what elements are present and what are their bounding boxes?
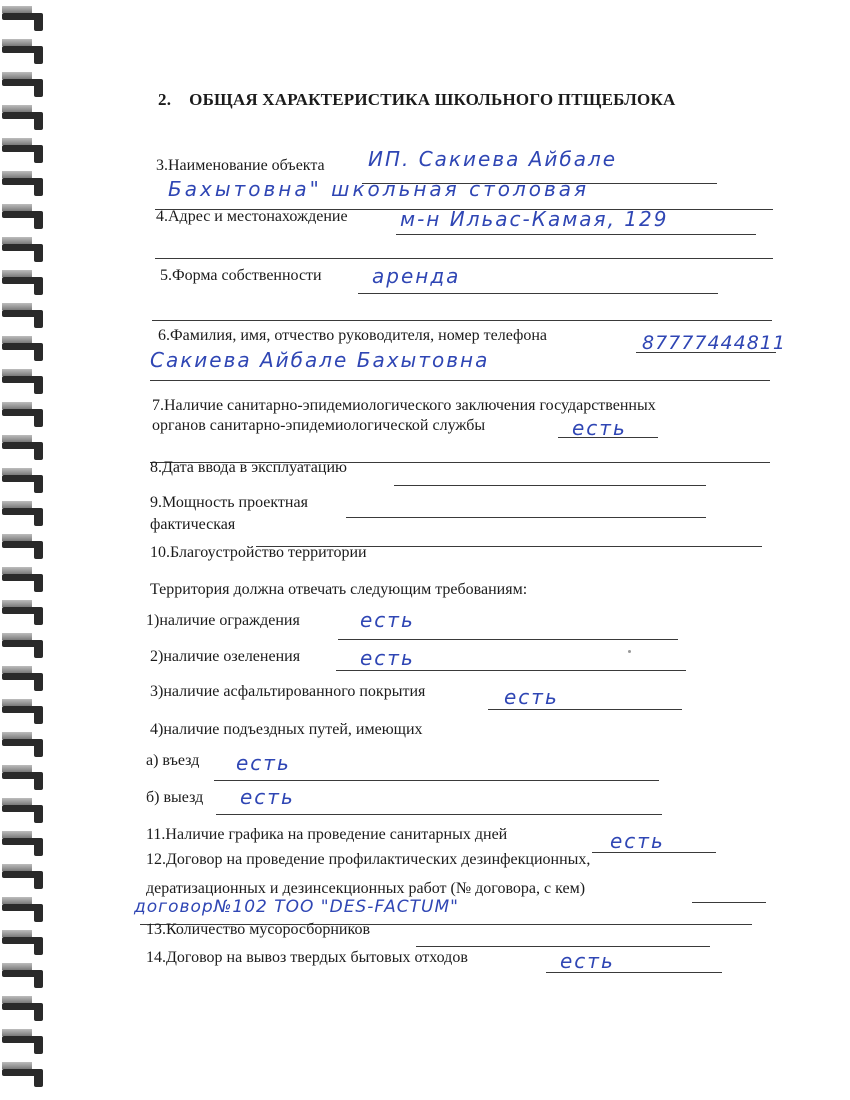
req-a-label: а) въезд (146, 752, 200, 769)
field-6-name: Сакиева Айбале Бахытовна (150, 348, 490, 372)
req-4-label: 4)наличие подъездных путей, имеющих (150, 721, 423, 738)
section-title: ОБЩАЯ ХАРАКТЕРИСТИКА ШКОЛЬНОГО ПТЩЕБЛОКА (189, 90, 676, 109)
binding-ring (2, 303, 46, 323)
field-5-line (358, 293, 718, 294)
binding-ring (2, 1029, 46, 1049)
spiral-binding (0, 0, 52, 1100)
field-13-label: 13.Количество мусоросборников (146, 921, 370, 938)
binding-ring (2, 666, 46, 686)
req-3-label: 3)наличие асфальтированного покрытия (150, 683, 426, 700)
field-6-label: 6.Фамилия, имя, отчество руководителя, номер телефона (158, 327, 548, 344)
speck (628, 650, 631, 653)
binding-ring (2, 204, 46, 224)
req-2-line (336, 670, 686, 671)
field-12-line (692, 902, 766, 903)
field-10-label: 10.Благоустройство территории (150, 544, 367, 561)
req-3-line (488, 709, 682, 710)
binding-ring (2, 765, 46, 785)
field-5-value: аренда (372, 264, 461, 288)
req-1-line (338, 639, 678, 640)
binding-ring (2, 699, 46, 719)
req-1-value: есть (360, 608, 415, 632)
binding-ring (2, 468, 46, 488)
binding-ring (2, 534, 46, 554)
field-8-label: 8.Дата ввода в эксплуатацию (150, 459, 347, 476)
field-6-line2 (150, 380, 770, 381)
field-4-value: м-н Ильас-Камая, 129 (400, 207, 669, 231)
binding-ring (2, 864, 46, 884)
binding-ring (2, 897, 46, 917)
binding-ring (2, 39, 46, 59)
field-12-value: договор№102 ТОО "DES-FACTUM" (134, 897, 459, 917)
field-9-label-actual: фактическая (150, 516, 236, 533)
field-4-label: 4.Адрес и местонахождение (156, 208, 348, 225)
field-14-value: есть (560, 949, 615, 973)
section-number: 2. (158, 90, 172, 109)
binding-ring (2, 105, 46, 125)
field-7-label-line2: органов санитарно-эпидемиологической службы (152, 417, 486, 434)
req-2-label: 2)наличие озеленения (150, 648, 301, 665)
field-10-requirements: Территория должна отвечать следующим требованиям: (150, 581, 528, 598)
section-heading (158, 90, 675, 110)
req-3-value: есть (504, 685, 559, 709)
field-5-line2 (152, 320, 772, 321)
field-7-line (558, 437, 658, 438)
field-3-value-line1: ИП. Сакиева Айбале (368, 147, 618, 171)
binding-ring (2, 1062, 46, 1082)
field-7-label-line1: 7.Наличие санитарно-эпидемиологического заключения государственных (152, 397, 656, 414)
req-b-value: есть (240, 785, 295, 809)
binding-ring (2, 336, 46, 356)
field-14-line (546, 972, 722, 973)
binding-ring (2, 600, 46, 620)
field-11-line (592, 852, 716, 853)
binding-ring (2, 501, 46, 521)
req-1-label: 1)наличие ограждения (146, 612, 300, 629)
field-14-label: 14.Договор на вывоз твердых бытовых отходов (146, 949, 468, 966)
field-11-value: есть (610, 829, 665, 853)
field-12-label-line2: дератизационных и дезинсекционных работ (№ договора, с кем) (146, 880, 586, 897)
field-3-value-line2: Бахытовна" школьная столовая (168, 177, 590, 201)
req-a-value: есть (236, 751, 291, 775)
req-b-line (216, 814, 662, 815)
binding-ring (2, 138, 46, 158)
binding-ring (2, 402, 46, 422)
field-8-line (394, 485, 706, 486)
binding-ring (2, 732, 46, 752)
binding-ring (2, 831, 46, 851)
binding-ring (2, 798, 46, 818)
binding-ring (2, 270, 46, 290)
field-9-line-design (346, 517, 706, 518)
binding-ring (2, 369, 46, 389)
field-6-phone: 87777444811 (642, 332, 786, 354)
field-6-line (636, 352, 776, 353)
binding-ring (2, 72, 46, 92)
field-9-label-design: 9.Мощность проектная (150, 494, 308, 511)
req-2-value: есть (360, 646, 415, 670)
field-4-line2 (155, 258, 773, 259)
field-11-label: 11.Наличие графика на проведение санитарных дней (146, 826, 508, 843)
binding-ring (2, 963, 46, 983)
binding-ring (2, 171, 46, 191)
req-b-label: б) выезд (146, 789, 204, 806)
req-a-line (214, 780, 659, 781)
binding-ring (2, 567, 46, 587)
binding-ring (2, 930, 46, 950)
field-13-line (416, 946, 710, 947)
field-7-value: есть (572, 416, 627, 440)
field-12-label-line1: 12.Договор на проведение профилактических дезинфекционных, (146, 851, 591, 868)
field-3-label: 3.Наименование объекта (156, 157, 325, 174)
binding-ring (2, 237, 46, 257)
binding-ring (2, 435, 46, 455)
field-5-label: 5.Форма собственности (160, 267, 322, 284)
binding-ring (2, 633, 46, 653)
field-4-line (396, 234, 756, 235)
binding-ring (2, 6, 46, 26)
binding-ring (2, 996, 46, 1016)
